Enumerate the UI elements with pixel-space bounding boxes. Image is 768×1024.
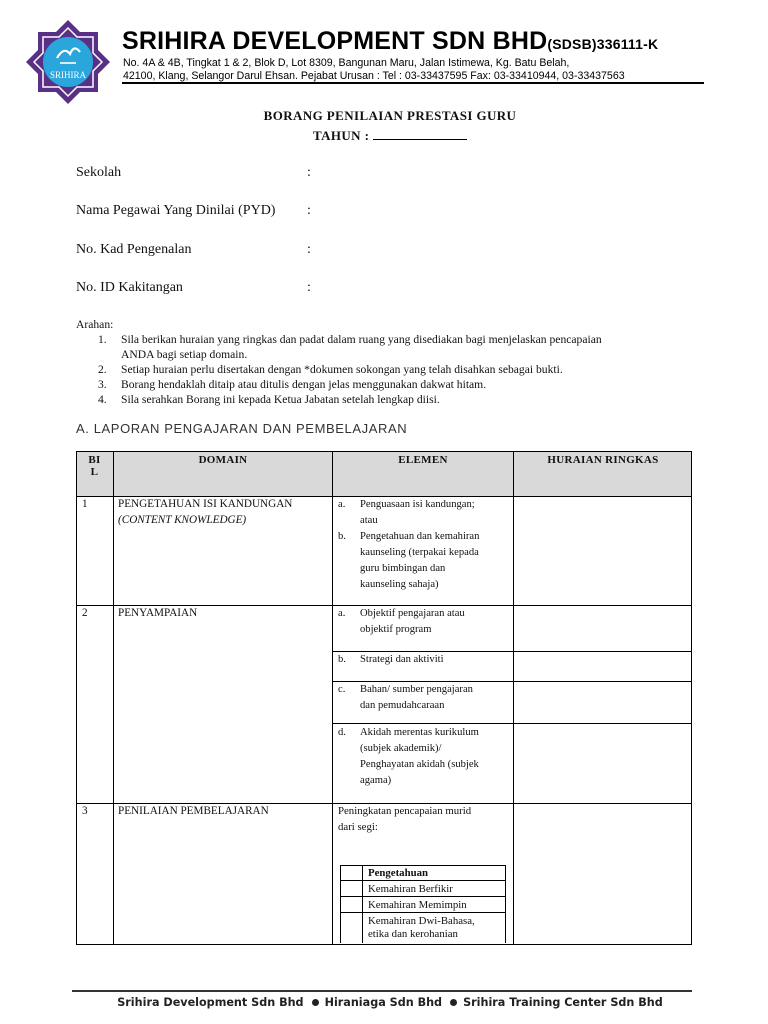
- instruction-text: Setiap huraian perlu disertakan dengan *dokumen sokongan yang telah disahkan sebagai bukti.: [121, 363, 563, 376]
- footer-companies: [0, 996, 768, 1009]
- form-title: BORANG PENILAIAN PRESTASI GURU: [263, 108, 517, 123]
- header-divider: [122, 82, 704, 84]
- row-divider: [332, 723, 692, 724]
- footer-company: Srihira Training Center Sdn Bhd: [463, 996, 663, 1009]
- school-colon: :: [307, 165, 311, 180]
- col-header-bil: BI L: [88, 454, 101, 478]
- pyd-name-label: Nama Pegawai Yang Dinilai (PYD): [76, 203, 276, 218]
- instruction-text: Sila berikan huraian yang ringkas dan padat dalam ruang yang disediakan bagi menjelaskan pencapaian: [121, 333, 602, 346]
- address-line-1: No. 4A & 4B, Tingkat 1 & 2, Blok D, Lot 8309, Bangunan Maru, Jalan Istimewa, Kg. Batu Belah,: [123, 57, 570, 69]
- table-border: [76, 451, 692, 452]
- staff-id-colon: :: [307, 280, 311, 295]
- domain-name: PENYAMPAIAN: [118, 607, 198, 619]
- ic-number-label: No. Kad Pengenalan: [76, 242, 192, 257]
- row-bil: 2: [82, 607, 88, 619]
- company-registration: (SDSB)336111-K: [547, 36, 659, 52]
- col-header-huraian: HURAIAN RINGKAS: [547, 454, 659, 466]
- year-label: TAHUN :: [312, 128, 370, 143]
- sub-criteria-item: Pengetahuan: [368, 867, 428, 879]
- year-row: [0, 128, 768, 144]
- pyd-name-colon: :: [307, 203, 311, 218]
- instruction-text-cont: ANDA bagi setiap domain.: [121, 348, 248, 361]
- huraian-input[interactable]: [516, 726, 688, 800]
- column-divider: [513, 451, 514, 945]
- school-label: Sekolah: [76, 165, 122, 180]
- huraian-input[interactable]: [516, 806, 688, 942]
- huraian-input[interactable]: [516, 608, 688, 648]
- sub-criteria-table: [340, 865, 506, 943]
- instructions-heading: Arahan:: [76, 318, 114, 331]
- assessment-table: BI L DOMAIN ELEMEN HURAIAN RINGKAS 1 PENGETAHUAN ISI KANDUNGAN (CONTENT KNOWLEDGE) a. Penguasaan isi kandungan; atau b. Pengetahuan dan kemahiran kaunseling (terpakai kepada guru bimbingan dan kaunseling sahaja) 2 PENYAMPAIAN a. Objektif pengajaran atau objektif program b. Strategi dan aktiviti c. Bahan/ sumber pengajaran dan pemudahcaraan d. Akidah merentas kurikulum (subjek akademik)/ Penghayatan akidah (subjek agama) 3 PENILAIAN PEMBELAJARAN Peningkatan pencapaian murid dari segi: Pengetahuan Kemahiran Berfikir Kemahiran Memimpin Kemahiran Dwi-Bahasa, etika dan kerohanian: [76, 451, 692, 945]
- instruction-text: Sila serahkan Borang ini kepada Ketua Jabatan setelah lengkap diisi.: [121, 393, 440, 406]
- element-intro: Peningkatan pencapaian murid dari segi:: [338, 805, 472, 833]
- table-border: [691, 451, 692, 945]
- instruction-text: Borang hendaklah ditaip atau ditulis dengan jelas menggunakan dakwat hitam.: [121, 378, 487, 391]
- column-divider: [113, 451, 114, 945]
- year-input-line[interactable]: [373, 128, 467, 140]
- huraian-input[interactable]: [516, 499, 688, 601]
- instruction-number: 1.: [98, 333, 107, 346]
- row-bil: 1: [82, 498, 88, 510]
- table-border: [76, 944, 692, 945]
- bullet-icon: [312, 999, 319, 1006]
- company-logo: [24, 18, 112, 106]
- ic-number-colon: :: [307, 242, 311, 257]
- sub-criteria-item: Kemahiran Memimpin: [368, 899, 467, 911]
- section-a-heading: A. LAPORAN PENGAJARAN DAN PEMBELAJARAN: [76, 421, 408, 436]
- domain-name: PENGETAHUAN ISI KANDUNGAN: [118, 498, 293, 510]
- huraian-input[interactable]: [516, 654, 688, 678]
- footer-company: Hiraniaga Sdn Bhd: [324, 996, 443, 1009]
- column-divider: [332, 451, 333, 945]
- company-name: SRIHIRA DEVELOPMENT SDN BHD(SDSB)336111-K: [122, 27, 659, 55]
- footer-divider: [72, 990, 692, 992]
- staff-id-label: No. ID Kakitangan: [76, 280, 183, 295]
- sub-criteria-item: Kemahiran Dwi-Bahasa,: [368, 915, 475, 927]
- huraian-input[interactable]: [516, 684, 688, 720]
- col-header-domain: DOMAIN: [198, 454, 248, 466]
- instruction-number: 2.: [98, 363, 107, 376]
- instruction-number: 3.: [98, 378, 107, 391]
- address-line-2: 42100, Klang, Selangor Darul Ehsan. Pejabat Urusan : Tel : 03-33437595 Fax: 03-33410944, 03-33437563: [123, 70, 625, 82]
- domain-subtitle: (CONTENT KNOWLEDGE): [118, 514, 247, 526]
- domain-name: PENILAIAN PEMBELAJARAN: [118, 805, 269, 817]
- logo-text: SRIHIRA: [49, 70, 87, 80]
- sub-criteria-item: Kemahiran Berfikir: [368, 883, 453, 895]
- table-border: [76, 451, 77, 945]
- row-bil: 3: [82, 805, 88, 817]
- bullet-icon: [450, 999, 457, 1006]
- footer-company: Srihira Development Sdn Bhd: [117, 996, 304, 1009]
- instruction-number: 4.: [98, 393, 107, 406]
- sub-criteria-item: etika dan kerohanian: [368, 928, 458, 940]
- col-header-elemen: ELEMEN: [398, 454, 448, 466]
